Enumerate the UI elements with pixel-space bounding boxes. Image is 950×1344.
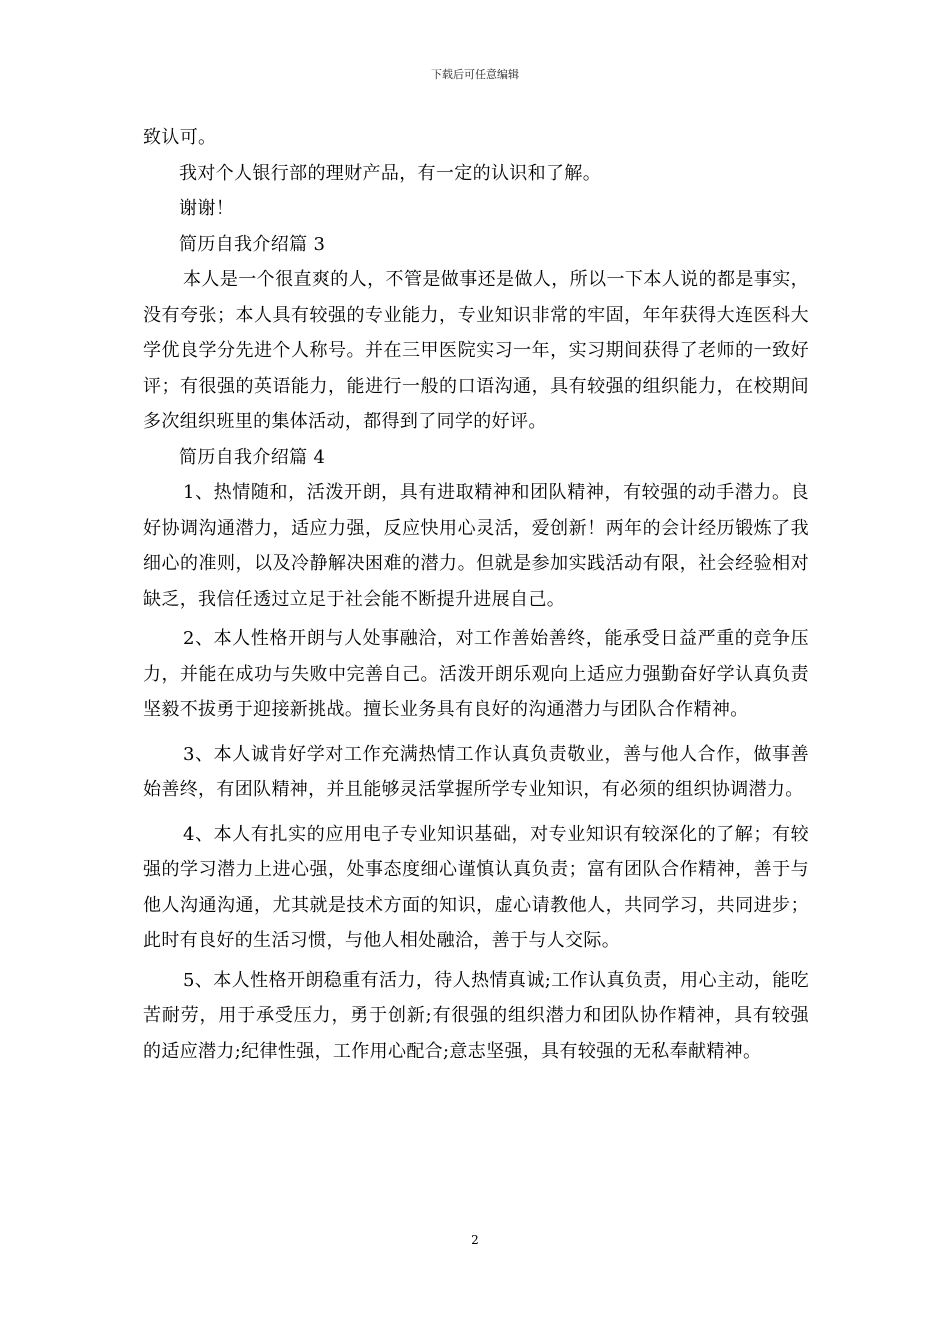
list-item-3: 3、本人诚肯好学对工作充满热情工作认真负责敬业，善与他人合作，做事善始善终，有团队精神，并且能够灵活掌握所学专业知识，有必须的组织协调潜力。 <box>143 743 809 800</box>
list-item-5: 5、本人性格开朗稳重有活力，待人热情真诚;工作认真负责，用心主动，能吃苦耐劳，用于承受压力，勇于创新;有很强的组织潜力和团队协作精神，具有较强的适应潜力;纪律性强，工作用心配合;意志坚强，具有较强的无私奉献精神。 <box>143 969 809 1062</box>
list-item-4: 4、本人有扎实的应用电子专业知识基础，对专业知识有较深化的了解；有较强的学习潜力上进心强，处事态度细心谨慎认真负责；富有团队合作精神，善于与他人沟通沟通，尤其就是技术方面的知识，虚心请教他人，共同学习，共同进步；此时有良好的生活习惯，与他人相处融洽，善于与人交际。 <box>143 823 809 951</box>
paragraph-section-3: 本人是一个很直爽的人，不管是做事还是做人，所以一下本人说的都是事实，没有夸张；本人具有较强的专业能力，专业知识非常的牢固，年年获得大连医科大学优良学分先进个人称号。并在三甲医院实习一年，实习期间获得了老师的一致好评；有很强的英语能力，能进行一般的口语沟通，具有较强的组织能力，在校期间多次组织班里的集体活动，都得到了同学的好评。 <box>143 269 809 432</box>
section-heading-3: 简历自我介绍篇 3 <box>179 233 326 255</box>
page-number: 2 <box>471 1233 479 1247</box>
paragraph-continuation: 致认可。 <box>143 127 217 148</box>
section-heading-4: 简历自我介绍篇 4 <box>179 446 326 468</box>
paragraph-financial-products: 我对个人银行部的理财产品，有一定的认识和了解。 <box>179 162 602 184</box>
page-header: 下载后可任意编辑 <box>431 68 519 81</box>
paragraph-thanks: 谢谢！ <box>179 198 235 219</box>
list-item-2: 2、本人性格开朗与人处事融洽，对工作善始善终，能承受日益严重的竞争压力，并能在成功与失败中完善自己。活泼开朗乐观向上适应力强勤奋好学认真负责坚毅不拔勇于迎接新挑战。擅长业务具有良好的沟通潜力与团队合作精神。 <box>143 628 809 720</box>
document-body <box>143 120 809 1069</box>
list-item-1: 1、热情随和，活泼开朗，具有进取精神和团队精神，有较强的动手潜力。良好协调沟通潜力，适应力强，反应快用心灵活，爱创新！两年的会计经历锻炼了我细心的准则，以及冷静解决困难的潜力。但就是参加实践活动有限，社会经验相对缺乏，我信任透过立足于社会能不断提升进展自己。 <box>143 482 809 610</box>
